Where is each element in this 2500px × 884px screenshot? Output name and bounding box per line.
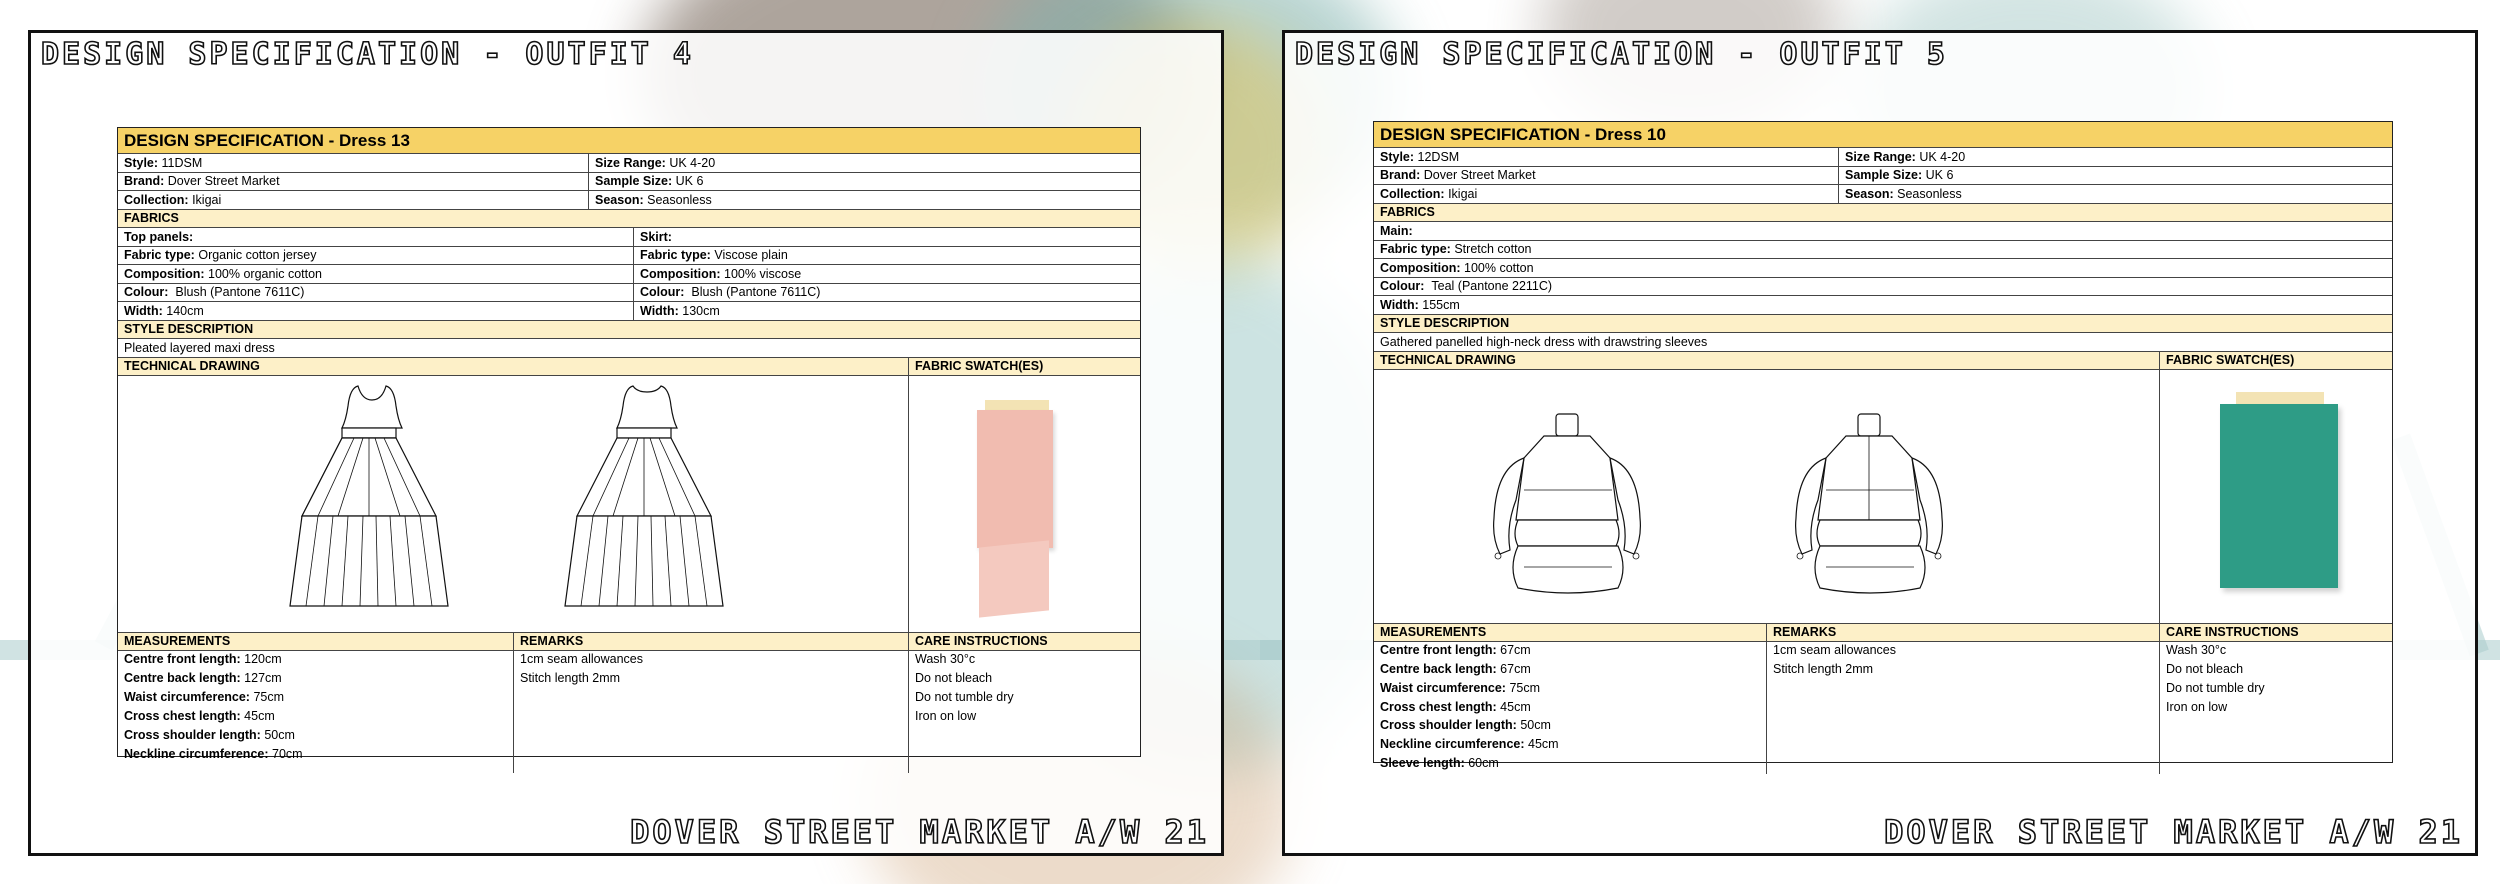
sample-size-label: Sample Size: — [595, 174, 673, 188]
care-instructions-heading: CARE INSTRUCTIONS — [2160, 624, 2392, 642]
technical-drawing — [1374, 370, 2159, 623]
remarks-section — [1766, 624, 2159, 774]
swatch-sample-top — [977, 410, 1053, 548]
remarks-section — [513, 633, 908, 773]
brand-value: Dover Street Market — [1423, 168, 1536, 182]
measurements-heading: MEASUREMENTS — [118, 633, 513, 651]
fabric-a-title: Top panels: — [124, 229, 194, 244]
season-value: Seasonless — [647, 192, 712, 207]
sample-size-label: Sample Size: — [1845, 168, 1923, 182]
care-item: Wash 30°c — [915, 652, 976, 666]
collection-value: Ikigai — [192, 192, 222, 207]
care-section — [2159, 624, 2392, 774]
fabric-a-colour: Blush (Pantone 7611C) — [175, 285, 305, 299]
sheet-title: DESIGN SPECIFICATION - Dress 13 — [124, 131, 410, 150]
style-description-heading: STYLE DESCRIPTION — [124, 322, 254, 336]
size-range-label: Size Range: — [595, 155, 666, 170]
collection-label: Collection: — [1380, 186, 1445, 201]
collection-value: Ikigai — [1448, 186, 1478, 201]
care-item: Iron on low — [2166, 700, 2228, 714]
high-neck-dress-drawing — [1374, 370, 2159, 624]
measurement-value: 50cm — [1520, 718, 1551, 733]
technical-drawing-heading: TECHNICAL DRAWING — [1380, 353, 1516, 367]
technical-drawing — [118, 376, 908, 632]
fabrics-heading: FABRICS — [124, 211, 179, 225]
fabrics-heading: FABRICS — [1380, 205, 1435, 219]
season-label: Season: — [1845, 186, 1894, 201]
swatch-sample — [2220, 404, 2338, 588]
care-item: Iron on low — [915, 709, 977, 723]
remark-item: 1cm seam allowances — [520, 652, 643, 666]
size-range-value: UK 4-20 — [1919, 149, 1966, 164]
fabric-a-type: Stretch cotton — [1454, 242, 1532, 256]
design-spec-sheet: DESIGN SPECIFICATION - Dress 13 Style: 11DSM Size Range: UK 4-20 Brand: Dover Street Market Sample Size: UK 6 Collection: Ikigai Season: Seasonless FABRICS Top panels: Skirt: Fabric type: Organic cotton jersey Fabric type: Viscose plain Composition: 100% organic cotton Composition: 100% viscose Colour: Blush (Pantone 7611C) Colour: Blush (Pantone 7611C) Width: 140cm Width: 130cm STYLE DESCRIPTION Pleated layered maxi dress TECHNICAL DRAWING FABRIC SWATCH(ES) MEASUREMENTS Centre front length: 120cm Centre back length: 127cm Waist circumference: 75cm Cross chest length: 45cm Cross shoulder length: 50cm Neckline circumference: 70cm REMARKS 1cm seam allowances Stitch length 2mm CARE INSTRUCTIONS Wash 30°c Do not bleach Do not tumble dry Iron on low — [117, 127, 1141, 757]
panel-title: DESIGN SPECIFICATION - OUTFIT 5 — [1295, 37, 1948, 72]
brand-label: Brand: — [124, 174, 165, 188]
season-label: Season: — [595, 192, 644, 207]
measurement-value: 127cm — [244, 671, 282, 685]
panel-footer: DOVER STREET MARKET A/W 21 — [630, 813, 1209, 851]
sample-size-value: UK 6 — [1925, 168, 1954, 182]
swatch-tape — [2236, 392, 2324, 404]
fabric-a-width: 155cm — [1422, 297, 1460, 312]
fabric-swatch — [908, 376, 1140, 632]
fabric-a-title: Main: — [1380, 223, 1413, 238]
measurement-value: 45cm — [1528, 737, 1559, 752]
brand-label: Brand: — [1380, 168, 1421, 182]
sheet-title: DESIGN SPECIFICATION - Dress 10 — [1380, 125, 1666, 144]
care-item: Do not bleach — [2166, 662, 2244, 676]
remark-item: Stitch length 2mm — [1773, 662, 1874, 676]
style-label: Style: — [1380, 149, 1415, 164]
style-value: 12DSM — [1417, 149, 1460, 164]
outfit-5-panel — [1282, 30, 2478, 856]
fabric-a-type: Organic cotton jersey — [198, 248, 317, 262]
sample-size-value: UK 6 — [675, 174, 704, 188]
measurement-value: 120cm — [244, 652, 282, 666]
pleated-maxi-dress-drawing — [118, 376, 908, 633]
size-range-label: Size Range: — [1845, 149, 1916, 164]
measurement-value: 60cm — [1468, 756, 1499, 771]
collection-label: Collection: — [124, 192, 189, 207]
fabric-a-composition: 100% cotton — [1464, 260, 1534, 275]
remark-item: 1cm seam allowances — [1773, 643, 1896, 657]
measurements-section: MEASUREMENTS Centre front length: 67cm Centre back length: 67cm Waist circumference: 75cm Cross chest length: 45cm Cross shoulder length: 50cm Neckline circumference: 45cm Sleeve length: 60cm — [1374, 624, 1766, 774]
style-description-heading: STYLE DESCRIPTION — [1380, 316, 1510, 330]
care-item: Do not tumble dry — [915, 690, 1014, 704]
measurement-value: 75cm — [1509, 680, 1541, 695]
fabric-b-width: 130cm — [682, 303, 720, 318]
remarks-heading: REMARKS — [1767, 624, 2159, 642]
panel-footer: DOVER STREET MARKET A/W 21 — [1884, 813, 2463, 851]
fabric-swatch — [2159, 370, 2392, 623]
measurement-value: 50cm — [264, 728, 295, 742]
measurement-value: 70cm — [272, 747, 303, 761]
fabric-swatch-heading: FABRIC SWATCH(ES) — [908, 358, 1140, 376]
measurement-value: 67cm — [1500, 661, 1531, 676]
fabric-a-composition: 100% organic cotton — [208, 266, 322, 281]
care-instructions-heading: CARE INSTRUCTIONS — [909, 633, 1140, 651]
measurement-value: 75cm — [253, 690, 285, 704]
technical-drawing-heading: TECHNICAL DRAWING — [124, 359, 260, 373]
care-section — [908, 633, 1140, 773]
fabric-b-colour: Blush (Pantone 7611C) — [691, 285, 821, 299]
fabric-swatch-heading: FABRIC SWATCH(ES) — [2159, 352, 2392, 370]
remarks-heading: REMARKS — [514, 633, 908, 651]
measurement-value: 67cm — [1500, 642, 1531, 657]
season-value: Seasonless — [1897, 186, 1962, 201]
swatch-sample-bottom — [979, 540, 1049, 617]
size-range-value: UK 4-20 — [669, 155, 716, 170]
design-spec-sheet: DESIGN SPECIFICATION - Dress 10 Style: 12DSM Size Range: UK 4-20 Brand: Dover Street Market Sample Size: UK 6 Collection: Ikigai Season: Seasonless FABRICS Main: Fabric type: Stretch cotton Composition: 100% cotton Colour: Teal (Pantone 2211C) Width: 155cm STYLE DESCRIPTION Gathered panelled high-neck dress with drawstring sleeves TECHNICAL DRAWING FABRIC SWATCH(ES) MEASUREMENTS Centre front length: 67cm Centre back length: 67cm Waist circumference: 75cm Cross chest length: 45cm Cross shoulder length: 50cm Neckline circumference: 45cm Sleeve length: 60cm REMARKS 1cm seam allowances Stitch length 2mm CARE INSTRUCTIONS Wash 30°c Do not bleach Do not tumble dry Iron on low — [1373, 121, 2393, 763]
fabric-b-title: Skirt: — [633, 228, 1140, 246]
style-label: Style: — [124, 155, 159, 170]
fabric-a-colour: Teal (Pantone 2211C) — [1431, 279, 1553, 293]
style-description: Pleated layered maxi dress — [124, 340, 275, 355]
brand-value: Dover Street Market — [167, 174, 280, 188]
care-item: Do not tumble dry — [2166, 681, 2265, 695]
fabric-b-composition: 100% viscose — [724, 266, 802, 281]
care-item: Do not bleach — [915, 671, 993, 685]
fabric-a-width: 140cm — [166, 303, 204, 318]
measurement-value: 45cm — [1500, 699, 1531, 714]
panel-title: DESIGN SPECIFICATION - OUTFIT 4 — [41, 37, 694, 72]
measurement-value: 45cm — [244, 709, 275, 723]
remark-item: Stitch length 2mm — [520, 671, 621, 685]
measurements-section: MEASUREMENTS Centre front length: 120cm Centre back length: 127cm Waist circumference: 75cm Cross chest length: 45cm Cross shoulder length: 50cm Neckline circumference: 70cm — [118, 633, 513, 773]
outfit-4-panel — [28, 30, 1224, 856]
measurements-heading: MEASUREMENTS — [1374, 624, 1766, 642]
fabric-b-type: Viscose plain — [714, 248, 788, 262]
style-value: 11DSM — [161, 155, 203, 170]
style-description: Gathered panelled high-neck dress with drawstring sleeves — [1380, 334, 1708, 349]
care-item: Wash 30°c — [2166, 643, 2227, 657]
